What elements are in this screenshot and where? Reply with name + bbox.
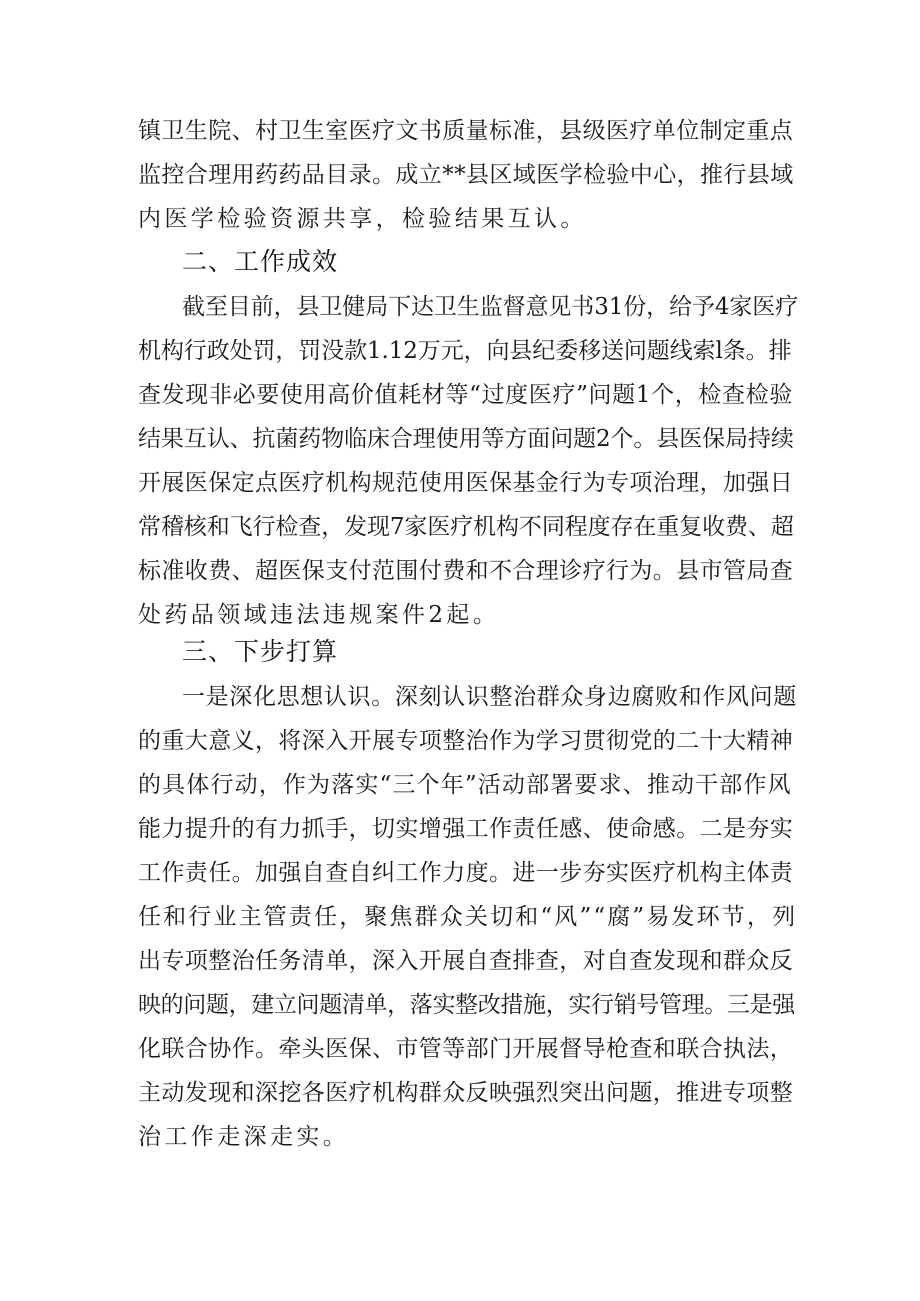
paragraph-line: 结果互认、抗菌药物临床合理使用等方面问题2个。县医保局持续	[138, 426, 794, 452]
paragraph-line: 监控合理用药药品目录。成立**县区域医学检验中心，推行县域	[138, 162, 794, 188]
paragraph-line: 内医学检验资源共享，检验结果互认。	[138, 206, 587, 232]
paragraph-line: 常稽核和飞行检查，发现7家医疗机构不同程度存在重复收费、超	[138, 514, 794, 540]
paragraph-line: 任和行业主管责任，聚焦群众关切和“风”“腐”易发环节，列	[138, 904, 798, 930]
paragraph-line: 治工作走深走实。	[138, 1124, 350, 1150]
paragraph-line: 一是深化思想认识。深刻认识整治群众身边腐败和作风问题	[182, 684, 797, 710]
paragraph-line: 开展医保定点医疗机构规范使用医保基金行为专项治理，加强日	[138, 470, 794, 496]
paragraph-line: 截至目前，县卫健局下达卫生监督意见书31份，给予4家医疗	[182, 294, 799, 320]
paragraph-line: 标准收费、超医保支付范围付费和不合理诊疗行为。县市管局查	[138, 558, 794, 584]
section-heading-achievements: 二、工作成效	[182, 247, 339, 276]
paragraph-line: 处药品领域违法违规案件2起。	[138, 602, 500, 628]
paragraph-line: 的重大意义，将深入开展专项整治作为学习贯彻党的二十大精神	[138, 728, 794, 754]
paragraph-line: 主动发现和深挖各医疗机构群众反映强烈突出问题，推进专项整	[138, 1080, 794, 1106]
paragraph-line: 化联合协作。牵头医保、市管等部门开展督导枪查和联合执法，	[138, 1036, 794, 1062]
paragraph-line: 出专项整治任务清单，深入开展自查排查，对自查发现和群众反	[138, 948, 794, 974]
paragraph-line: 镇卫生院、村卫生室医疗文书质量标准，县级医疗单位制定重点	[138, 118, 794, 144]
paragraph-line: 机构行政处罚，罚没款1.12万元，向县纪委移送问题线索l条。排	[138, 338, 792, 364]
paragraph-line: 查发现非必要使用高价值耗材等“过度医疗”问题1个，检查检验	[138, 382, 793, 408]
paragraph-line: 工作责任。加强自查自纠工作力度。进一步夯实医疗机构主体责	[138, 860, 794, 886]
section-heading-next-steps: 三、下步打算	[182, 637, 339, 666]
paragraph-line: 的具体行动，作为落实“三个年”活动部署要求、推动干部作风	[138, 772, 792, 798]
paragraph-line: 能力提升的有力抓手，切实增强工作责任感、使命感。二是夯实	[138, 816, 794, 842]
paragraph-line: 映的问题，建立问题清单，落实整改措施，实行销号管理。三是强	[138, 992, 795, 1018]
